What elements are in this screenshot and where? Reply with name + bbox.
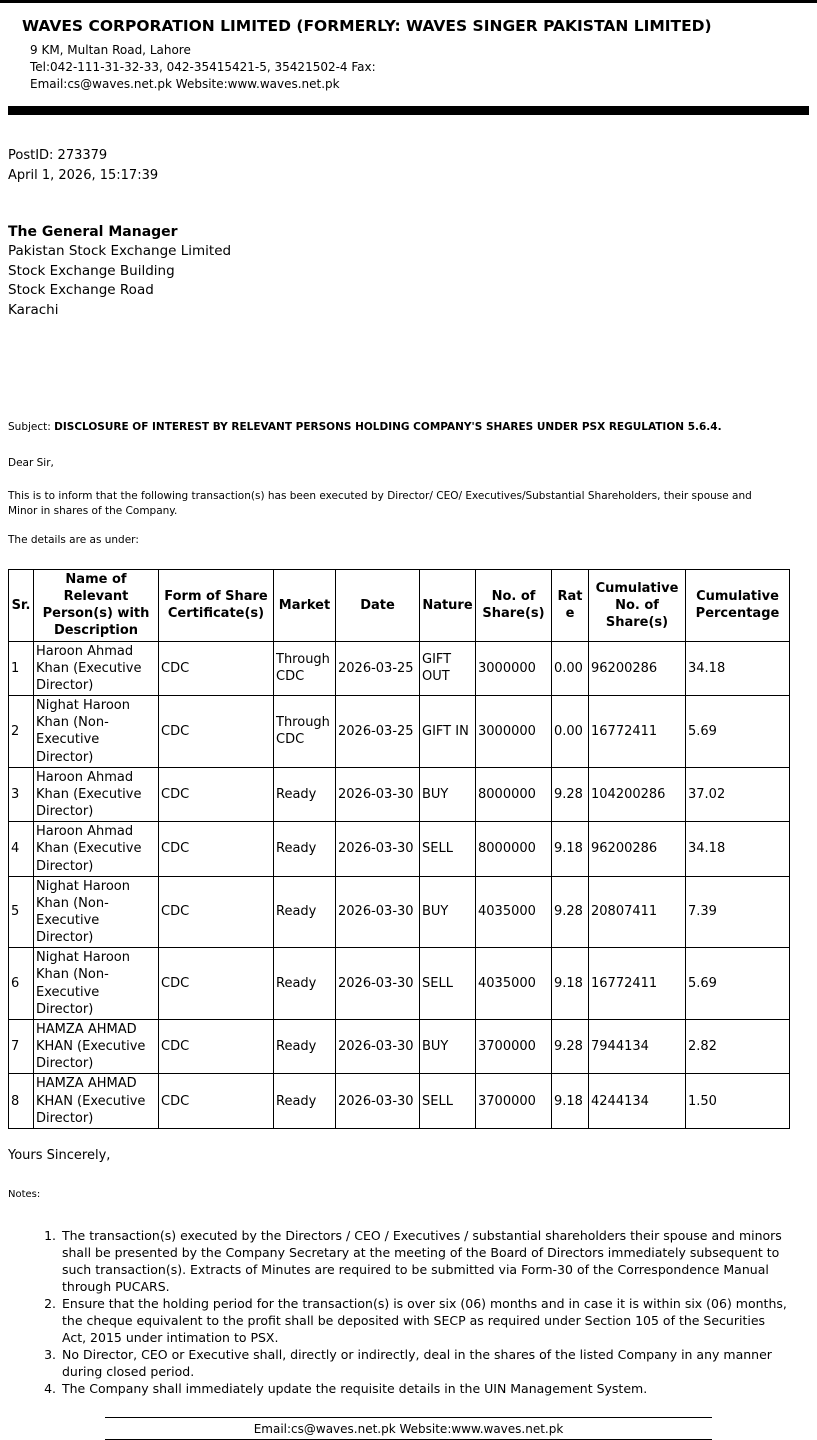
- table-cell: 9.18: [552, 948, 589, 1020]
- table-cell: 4244134: [589, 1074, 686, 1128]
- post-id: PostID: 273379: [8, 148, 108, 163]
- recipient-line-1: Pakistan Stock Exchange Limited: [8, 243, 232, 259]
- post-meta: [8, 146, 817, 186]
- column-header: Rate: [552, 570, 589, 642]
- table-cell: 96200286: [589, 641, 686, 695]
- table-cell: Ready: [274, 822, 336, 876]
- table-cell: CDC: [159, 822, 274, 876]
- table-cell: 34.18: [686, 822, 790, 876]
- table-cell: CDC: [159, 948, 274, 1020]
- notes-label: Notes:: [8, 1188, 41, 1200]
- subject-label: Subject:: [8, 421, 51, 433]
- column-header: Market: [274, 570, 336, 642]
- table-cell: 2026-03-25: [336, 696, 420, 768]
- table-cell: BUY: [420, 1019, 476, 1073]
- table-cell: 1.50: [686, 1074, 790, 1128]
- table-row: [9, 641, 790, 695]
- table-cell: 2026-03-25: [336, 641, 420, 695]
- table-cell: HAMZA AHMAD KHAN (Executive Director): [34, 1019, 159, 1073]
- table-cell: 4: [9, 822, 34, 876]
- table-cell: 2026-03-30: [336, 1019, 420, 1073]
- table-cell: Through CDC: [274, 641, 336, 695]
- note-item: 2. Ensure that the holding period for the transaction(s) is over six (06) months and in case it is within six (06) months, the cheque equivalent to the profit shall be deposited with SECP as required under Section 105 of the Securities Act, 2015 under intimation to PSX.: [60, 1295, 790, 1346]
- closing-sincerely: Yours Sincerely,: [8, 1147, 111, 1163]
- table-cell: 2026-03-30: [336, 822, 420, 876]
- intro-paragraph: This is to inform that the following transaction(s) has been executed by Director/ CEO/ Executives/Substantial Shareholders, their spouse and Minor in shares of the Company.: [8, 490, 752, 517]
- notes-list: [8, 1227, 790, 1397]
- table-cell: SELL: [420, 1074, 476, 1128]
- table-cell: Ready: [274, 876, 336, 948]
- table-cell: Ready: [274, 948, 336, 1020]
- column-header: Nature: [420, 570, 476, 642]
- table-cell: Ready: [274, 1019, 336, 1073]
- table-cell: 5: [9, 876, 34, 948]
- table-row: [9, 1074, 790, 1128]
- table-row: [9, 822, 790, 876]
- table-cell: Haroon Ahmad Khan (Executive Director): [34, 641, 159, 695]
- table-cell: CDC: [159, 641, 274, 695]
- letterhead: [0, 3, 817, 93]
- table-cell: 4035000: [476, 948, 552, 1020]
- column-header: Date: [336, 570, 420, 642]
- table-cell: 20807411: [589, 876, 686, 948]
- subject-text: DISCLOSURE OF INTEREST BY RELEVANT PERSONS HOLDING COMPANY'S SHARES UNDER PSX REGULATION 5.6.4.: [54, 421, 722, 433]
- table-cell: Haroon Ahmad Khan (Executive Director): [34, 767, 159, 821]
- table-cell: 9.28: [552, 1019, 589, 1073]
- table-cell: 0.00: [552, 641, 589, 695]
- table-cell: 2026-03-30: [336, 876, 420, 948]
- table-cell: BUY: [420, 876, 476, 948]
- note-item: 4. The Company shall immediately update the requisite details in the UIN Management System.: [60, 1380, 790, 1397]
- table-cell: 104200286: [589, 767, 686, 821]
- footer-contact: Email:cs@waves.net.pk Website:www.waves.net.pk: [105, 1417, 712, 1440]
- column-header: Name of Relevant Person(s) with Description: [34, 570, 159, 642]
- company-address: 9 KM, Multan Road, Lahore: [30, 43, 191, 57]
- table-cell: 7944134: [589, 1019, 686, 1073]
- table-cell: Through CDC: [274, 696, 336, 768]
- table-cell: 2.82: [686, 1019, 790, 1073]
- table-cell: 3: [9, 767, 34, 821]
- table-cell: 3700000: [476, 1074, 552, 1128]
- table-row: [9, 1019, 790, 1073]
- note-item: 1. The transaction(s) executed by the Directors / CEO / Executives / substantial shareholders their spouse and minors shall be presented by the Company Secretary at the meeting of the Board of Directors immediately subsequent to such transaction(s). Extracts of Minutes are required to be submitted via Form-30 of the Correspondence Manual through PUCARS.: [60, 1227, 790, 1295]
- table-cell: 6: [9, 948, 34, 1020]
- table-cell: Nighat Haroon Khan (Non-Executive Director): [34, 876, 159, 948]
- table-cell: 4035000: [476, 876, 552, 948]
- company-name: WAVES CORPORATION LIMITED (FORMERLY: WAVES SINGER PAKISTAN LIMITED): [22, 17, 712, 35]
- note-item: 3. No Director, CEO or Executive shall, directly or indirectly, deal in the shares of the listed Company in any manner during closed period.: [60, 1346, 790, 1380]
- table-cell: HAMZA AHMAD KHAN (Executive Director): [34, 1074, 159, 1128]
- table-cell: 9.18: [552, 1074, 589, 1128]
- table-cell: GIFT OUT: [420, 641, 476, 695]
- table-row: [9, 876, 790, 948]
- column-header: Form of Share Certificate(s): [159, 570, 274, 642]
- column-header: No. of Share(s): [476, 570, 552, 642]
- table-cell: Haroon Ahmad Khan (Executive Director): [34, 822, 159, 876]
- recipient-block: [8, 223, 817, 320]
- table-cell: 7: [9, 1019, 34, 1073]
- table-cell: SELL: [420, 822, 476, 876]
- table-cell: 2026-03-30: [336, 767, 420, 821]
- table-cell: BUY: [420, 767, 476, 821]
- table-cell: 9.28: [552, 876, 589, 948]
- transactions-table: [8, 569, 790, 1129]
- table-cell: 8000000: [476, 822, 552, 876]
- table-cell: 5.69: [686, 696, 790, 768]
- table-cell: 37.02: [686, 767, 790, 821]
- column-header: Cumulative No. of Share(s): [589, 570, 686, 642]
- table-cell: CDC: [159, 1074, 274, 1128]
- table-cell: 3000000: [476, 696, 552, 768]
- table-cell: 3000000: [476, 641, 552, 695]
- recipient-line-4: Karachi: [8, 301, 59, 318]
- table-cell: GIFT IN: [420, 696, 476, 768]
- table-cell: 9.18: [552, 822, 589, 876]
- column-header: Cumulative Percentage: [686, 570, 790, 642]
- table-cell: 1: [9, 641, 34, 695]
- table-cell: 16772411: [589, 696, 686, 768]
- table-cell: CDC: [159, 767, 274, 821]
- table-row: [9, 767, 790, 821]
- table-cell: 96200286: [589, 822, 686, 876]
- table-header-row: [9, 570, 790, 642]
- table-cell: CDC: [159, 696, 274, 768]
- table-cell: 8: [9, 1074, 34, 1128]
- recipient-title: The General Manager: [8, 224, 178, 240]
- table-cell: 2026-03-30: [336, 948, 420, 1020]
- table-cell: 0.00: [552, 696, 589, 768]
- post-datetime: April 1, 2026, 15:17:39: [8, 168, 159, 183]
- table-cell: Nighat Haroon Khan (Non-Executive Director): [34, 696, 159, 768]
- company-address-block: [30, 42, 817, 93]
- table-cell: 9.28: [552, 767, 589, 821]
- company-email-web: Email:cs@waves.net.pk Website:www.waves.net.pk: [30, 77, 340, 91]
- table-row: [9, 696, 790, 768]
- table-row: [9, 948, 790, 1020]
- subject-line: [8, 420, 798, 434]
- table-cell: 2: [9, 696, 34, 768]
- table-cell: Ready: [274, 1074, 336, 1128]
- column-header: Sr.: [9, 570, 34, 642]
- page-footer: [0, 1417, 817, 1440]
- table-cell: 7.39: [686, 876, 790, 948]
- table-cell: 8000000: [476, 767, 552, 821]
- company-phone: Tel:042-111-31-32-33, 042-35415421-5, 35421502-4 Fax:: [30, 60, 376, 74]
- table-cell: 34.18: [686, 641, 790, 695]
- details-intro-line: The details are as under:: [8, 534, 139, 546]
- table-cell: Ready: [274, 767, 336, 821]
- recipient-line-3: Stock Exchange Road: [8, 282, 154, 298]
- table-cell: Nighat Haroon Khan (Non-Executive Director): [34, 948, 159, 1020]
- table-cell: CDC: [159, 1019, 274, 1073]
- recipient-line-2: Stock Exchange Building: [8, 262, 175, 279]
- table-cell: 16772411: [589, 948, 686, 1020]
- header-divider: [8, 106, 809, 115]
- table-cell: SELL: [420, 948, 476, 1020]
- salutation: Dear Sir,: [8, 457, 54, 469]
- table-cell: 2026-03-30: [336, 1074, 420, 1128]
- table-cell: 3700000: [476, 1019, 552, 1073]
- table-cell: 5.69: [686, 948, 790, 1020]
- table-cell: CDC: [159, 876, 274, 948]
